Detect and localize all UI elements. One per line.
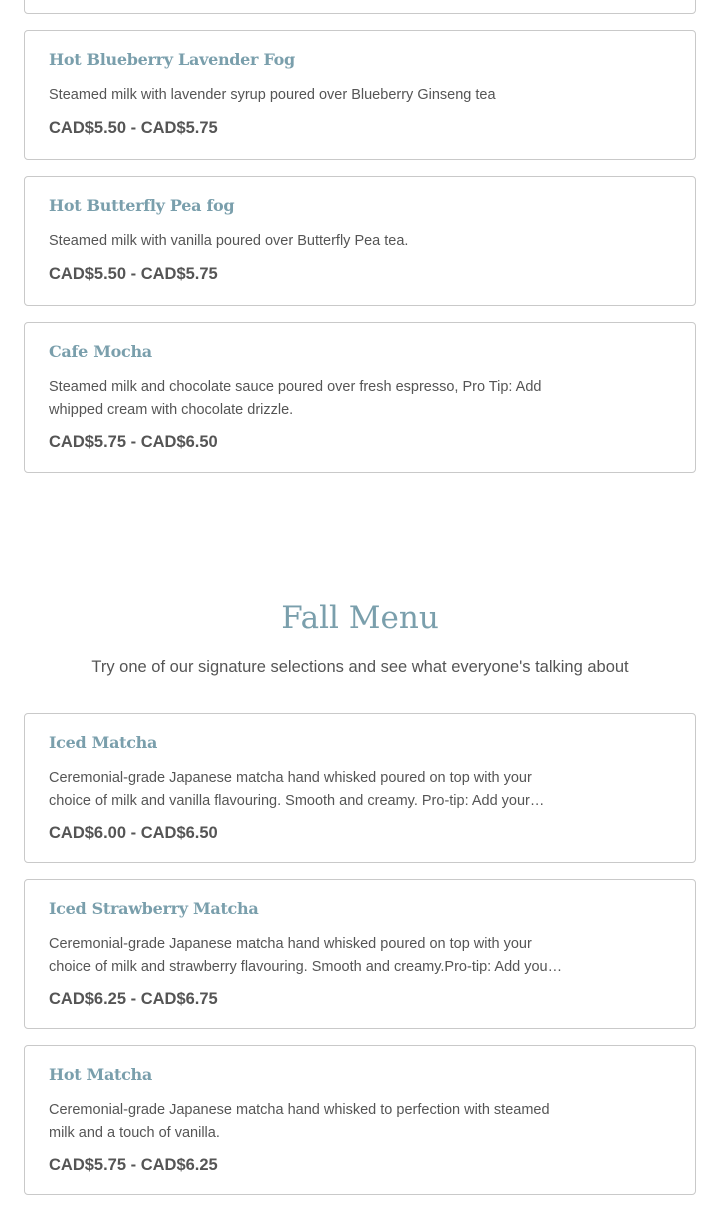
- item-price: CAD$6.25 - CAD$6.75: [49, 990, 218, 1008]
- item-name: Iced Matcha: [49, 733, 158, 752]
- item-name: Cafe Mocha: [49, 342, 152, 361]
- item-price: CAD$5.50 - CAD$5.75: [49, 265, 218, 283]
- item-description: Steamed milk with lavender syrup poured over Blueberry Ginseng tea: [49, 87, 496, 103]
- item-description: Steamed milk and chocolate sauce poured over fresh espresso, Pro Tip: Add whipped cream with chocolate drizzle.: [49, 379, 542, 418]
- item-price: CAD$5.75 - CAD$6.50: [49, 433, 218, 451]
- menu-item-card[interactable]: [24, 713, 696, 863]
- menu-item-card[interactable]: [24, 322, 696, 473]
- item-description: Ceremonial-grade Japanese matcha hand whisked poured on top with your choice of milk and vanilla flavouring. Smooth and creamy. Pro-tip: Add your…: [49, 770, 545, 809]
- item-name: Hot Blueberry Lavender Fog: [49, 50, 295, 69]
- item-name: Hot Butterfly Pea fog: [49, 196, 235, 215]
- menu-item-card[interactable]: [24, 30, 696, 160]
- item-price: CAD$5.75 - CAD$6.25: [49, 1156, 218, 1174]
- item-description: Ceremonial-grade Japanese matcha hand whisked to perfection with steamed milk and a touch of vanilla.: [49, 1102, 550, 1141]
- item-price: CAD$5.50 - CAD$5.75: [49, 119, 218, 137]
- item-description: Steamed milk with vanilla poured over Butterfly Pea tea.: [49, 233, 409, 249]
- menu-item-card[interactable]: [24, 176, 696, 306]
- item-description: Ceremonial-grade Japanese matcha hand whisked poured on top with your choice of milk and strawberry flavouring. Smooth and creamy.Pro-tip: Add you…: [49, 936, 563, 975]
- item-name: Hot Matcha: [49, 1065, 152, 1084]
- section-title: Fall Menu: [281, 600, 439, 636]
- item-name: Iced Strawberry Matcha: [49, 899, 259, 918]
- item-price: CAD$6.00 - CAD$6.50: [49, 824, 218, 842]
- section-subtitle: Try one of our signature selections and see what everyone's talking about: [91, 658, 629, 676]
- menu-item-card[interactable]: [24, 879, 696, 1029]
- menu-item-card-partial[interactable]: [24, 0, 696, 14]
- menu-item-card[interactable]: [24, 1045, 696, 1195]
